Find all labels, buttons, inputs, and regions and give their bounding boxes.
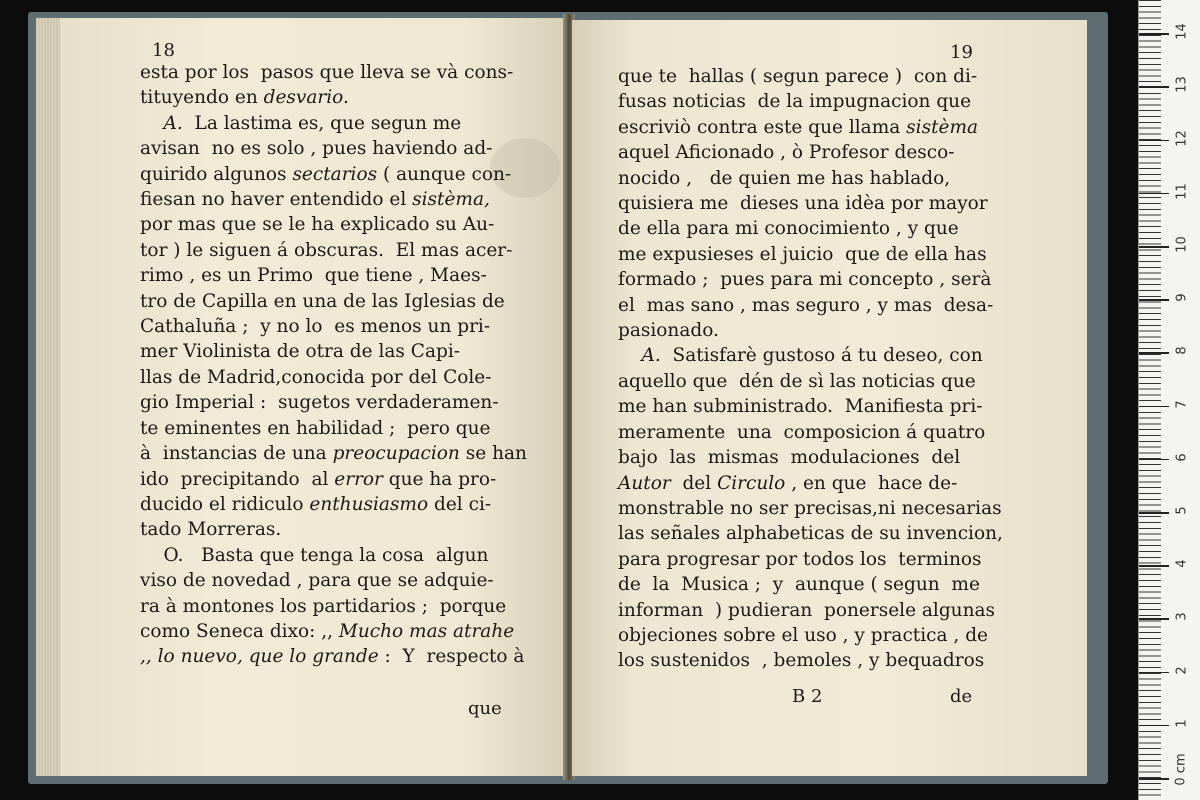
text-line: [618, 89, 990, 114]
page-number-right: 19: [950, 42, 973, 63]
italic-text: ,, lo nuevo, que lo grande: [140, 646, 379, 668]
italic-text: Autor: [618, 472, 671, 494]
text-run: pasionado.: [618, 320, 719, 342]
ruler-major-tick: [1139, 406, 1169, 408]
text-run: tro de Capilla en una de las Iglesias de: [140, 290, 505, 312]
right-page: [572, 20, 1087, 776]
text-line: [140, 441, 527, 466]
text-line: [618, 445, 990, 470]
ruler-label: 10: [1174, 236, 1190, 253]
text-run: fiesan no haver entendido el: [140, 189, 413, 211]
text-run: monstrable no ser precisas,ni necesarias: [618, 497, 1002, 519]
text-run: se han: [459, 443, 527, 465]
ruler-major-tick: [1139, 140, 1169, 142]
text-run: nocido , de quien me has hablado,: [618, 167, 951, 189]
ruler-label: 4: [1174, 559, 1190, 568]
text-line: [618, 521, 1003, 546]
text-run: fusas noticias de la impugnacion que: [618, 91, 972, 113]
text-line: [140, 314, 512, 339]
text-run: Satisfarè gustoso á tu deseo, con: [660, 345, 983, 367]
text-run: me han subministrado. Manifiesta pri-: [618, 396, 983, 418]
text-line: [618, 191, 990, 216]
text-line: [618, 318, 990, 343]
text-line: [618, 343, 990, 368]
text-run: Cathaluña ; y no lo es menos un pri-: [140, 316, 491, 338]
text-run: aquel Aficionado , ò Profesor desco-: [618, 142, 955, 164]
text-line: [140, 543, 512, 568]
text-run: te eminentes en habilidad ; pero que: [140, 417, 491, 439]
text-line: [140, 517, 512, 542]
ruler-label: 2: [1174, 665, 1190, 675]
italic-text: sistèma: [906, 116, 979, 138]
text-run: que te hallas ( segun parece ) con di-: [618, 66, 978, 87]
text-line: [618, 598, 996, 623]
ruler-major-tick: [1139, 459, 1169, 461]
text-run: ra à montones los partidarios ; porque: [140, 595, 507, 617]
text-line: [140, 162, 512, 187]
ruler-label: 12: [1174, 129, 1190, 147]
ruler-label: 7: [1174, 399, 1190, 409]
italic-text: sistèma,: [412, 189, 490, 211]
page-number-left: 18: [152, 40, 175, 61]
text-line: [140, 594, 512, 619]
text-run: del: [670, 472, 718, 494]
ruler-label: 1: [1174, 719, 1190, 728]
text-run: [140, 113, 164, 134]
text-run: viso de novedad , para que se adquie-: [140, 570, 494, 592]
ruler-major-tick: [1139, 512, 1169, 514]
page-edges: [36, 18, 62, 776]
text-line: [140, 492, 512, 517]
text-run: tado Morreras.: [140, 519, 282, 541]
text-line: [618, 572, 990, 597]
text-line: [140, 136, 512, 161]
text-run: escriviò contra este que llama: [618, 116, 907, 138]
text-run: avisan no es solo , pues haviendo ad-: [140, 138, 493, 160]
right-page-text: [618, 64, 1003, 674]
italic-text: preocupacion: [332, 443, 460, 465]
catchword-left: que: [468, 698, 502, 719]
text-line: [140, 111, 512, 136]
text-line: [140, 60, 512, 85]
text-run: quisiera me dieses una idèa por mayor: [618, 193, 988, 215]
ruler-label: 3: [1174, 612, 1190, 622]
ruler-label: 14: [1174, 23, 1190, 40]
italic-text: Circulo: [717, 472, 786, 494]
text-run: como Seneca dixo: ,,: [140, 620, 339, 642]
ruler-major-tick: [1139, 672, 1169, 674]
text-line: [140, 212, 512, 237]
text-line: [140, 467, 512, 492]
italic-text: error: [334, 468, 383, 490]
ruler-major-tick: [1139, 565, 1169, 567]
text-run: por mas que se le ha explicado su Au-: [140, 214, 495, 236]
italic-text: enthusiasmo: [309, 493, 429, 515]
text-run: La lastima es, que segun me: [182, 112, 462, 134]
ruler-major-tick: [1139, 725, 1169, 727]
text-line: [140, 644, 525, 669]
text-run: meramente una composicion á quatro: [618, 421, 986, 443]
ruler-ticks: [1139, 0, 1161, 800]
text-line: [140, 416, 512, 441]
measurement-ruler: [1138, 0, 1200, 800]
text-run: ido precipitando al: [140, 468, 335, 490]
ruler-major-tick: [1139, 193, 1169, 195]
text-run: O. Basta que tenga la cosa algun: [140, 544, 489, 566]
text-line: [618, 394, 990, 419]
text-line: [140, 85, 512, 110]
text-line: [140, 238, 512, 263]
text-line: [140, 289, 512, 314]
text-run: de la Musica ; y aunque ( segun me: [618, 574, 980, 596]
ruler-unit-label: 0 cm: [1173, 753, 1189, 786]
text-line: [140, 263, 512, 288]
text-run: : Y respecto à: [378, 646, 525, 668]
ruler-major-tick: [1139, 86, 1169, 88]
ruler-label: 6: [1174, 453, 1190, 462]
text-line: [618, 623, 990, 648]
text-run: tituyendo en: [140, 87, 264, 109]
italic-text: A.: [641, 345, 661, 367]
text-run: bajo las mismas modulaciones del: [618, 447, 961, 469]
text-run: ducido el ridiculo: [140, 493, 310, 515]
text-run: que ha pro-: [382, 468, 497, 490]
text-line: [618, 648, 990, 673]
text-run: mer Violinista de otra de las Capi-: [140, 341, 460, 363]
italic-text: desvario.: [263, 87, 349, 109]
text-line: [140, 619, 515, 644]
text-line: [618, 166, 990, 191]
text-line: [618, 369, 990, 394]
text-line: [618, 420, 990, 445]
text-line: [140, 339, 512, 364]
ruler-label: 9: [1174, 293, 1190, 302]
ruler-major-tick: [1139, 33, 1169, 35]
italic-text: A.: [163, 112, 183, 134]
left-page: [60, 18, 565, 776]
text-run: rimo , es un Primo que tiene , Maes-: [140, 265, 487, 287]
ruler-label: 5: [1174, 506, 1190, 515]
signature-mark: B 2: [792, 686, 823, 707]
text-line: [618, 293, 994, 318]
text-run: para progresar por todos los terminos: [618, 548, 982, 570]
ruler-major-tick: [1139, 618, 1169, 620]
text-run: los sustenidos , bemoles , y bequadros: [618, 650, 985, 672]
text-run: las señales alphabeticas de su invencion,: [618, 523, 1003, 545]
text-run: del ci-: [428, 493, 492, 515]
text-run: me expusieses el juicio que de ella has: [618, 243, 987, 265]
text-line: [618, 115, 990, 140]
text-line: [618, 140, 990, 165]
text-run: llas de Madrid,conocida por del Cole-: [140, 366, 492, 388]
text-line: [618, 242, 990, 267]
ruler-label: 13: [1174, 76, 1190, 94]
ruler-label: 11: [1174, 183, 1190, 200]
catchword-right: de: [950, 686, 973, 707]
text-run: quirido algunos: [140, 163, 293, 185]
ruler-major-tick: [1139, 352, 1169, 354]
text-line: [140, 568, 512, 593]
ruler-major-tick: [1139, 246, 1169, 248]
text-run: à instancias de una: [140, 443, 333, 465]
italic-text: sectarios: [292, 163, 378, 185]
left-page-text: [140, 60, 527, 670]
text-run: esta por los pasos que lleva se và cons-: [140, 62, 514, 83]
text-run: , en que hace de-: [785, 472, 958, 494]
text-line: [140, 390, 512, 415]
text-run: ( aunque con-: [377, 163, 512, 185]
ruler-label: 8: [1174, 346, 1190, 356]
text-run: informan ) pudieran ponersele algunas: [618, 599, 996, 621]
text-line: [140, 365, 512, 390]
text-line: [618, 267, 990, 292]
text-run: tor ) le siguen á obscuras. El mas acer-: [140, 239, 513, 261]
text-line: [618, 547, 990, 572]
text-run: gio Imperial : sugetos verdaderamen-: [140, 392, 499, 414]
text-line: [618, 471, 990, 496]
text-line: [618, 64, 990, 89]
text-run: formado ; pues para mi concepto , serà: [618, 269, 992, 291]
text-line: [618, 216, 990, 241]
text-line: [618, 496, 1002, 521]
text-line: [140, 187, 512, 212]
text-run: de ella para mi conocimiento , y que: [618, 218, 959, 240]
text-run: el mas sano , mas seguro , y mas desa-: [618, 294, 994, 316]
ruler-major-tick: [1139, 778, 1169, 780]
text-run: aquello que dén de sì las noticias que: [618, 370, 976, 392]
text-run: [618, 345, 642, 366]
text-run: objeciones sobre el uso , y practica , de: [618, 624, 988, 646]
italic-text: Mucho mas atrahe: [338, 620, 515, 642]
ruler-major-tick: [1139, 299, 1169, 301]
